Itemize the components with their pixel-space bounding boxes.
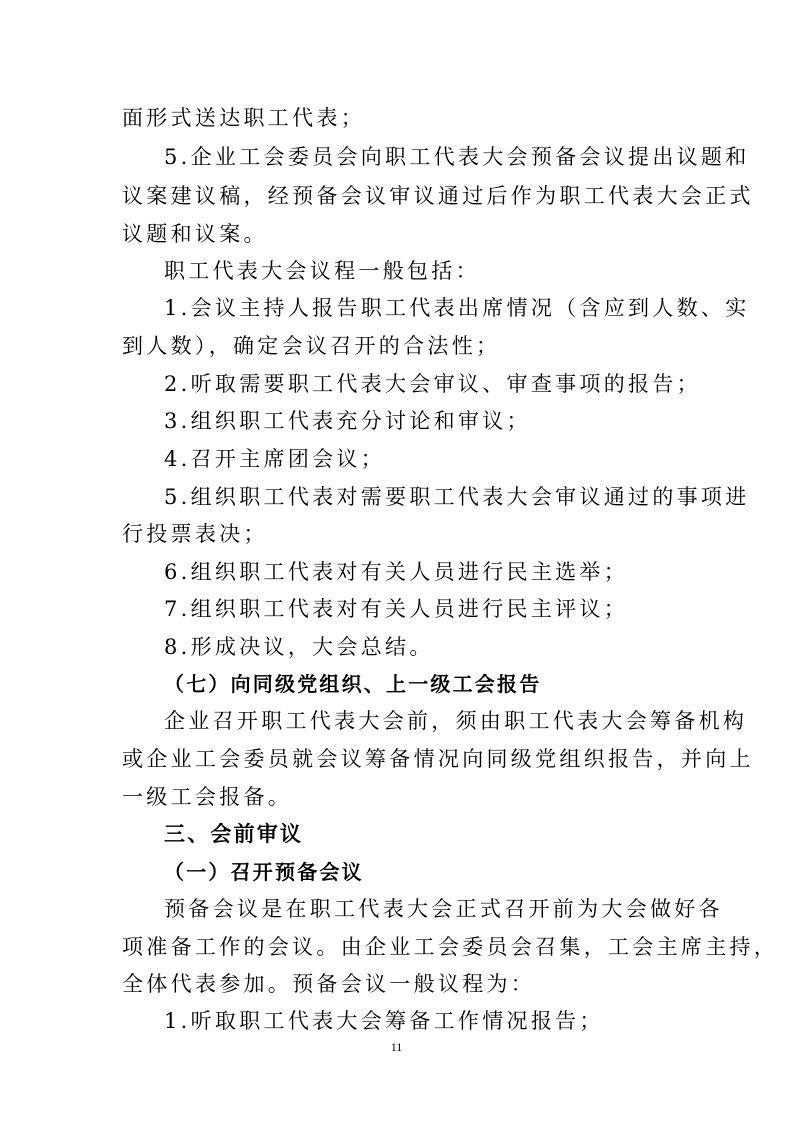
list-item: 2.听取需要职工代表大会审议、审查事项的报告； [164,372,701,396]
list-item: 8.形成决议，大会总结。 [164,635,434,659]
text-line: 议案建议稿，经预备会议审议通过后作为职工代表大会正式 [122,184,754,208]
paragraph-line: 企业召开职工代表大会前，须由职工代表大会筹备机构 [164,709,748,733]
paragraph-line: 职工代表大会议程一般包括： [164,259,480,283]
text-line: 或企业工会委员就会议筹备情况向同级党组织报告，并向上 [122,747,754,771]
section-heading: （七）向同级党组织、上一级工会报告 [164,672,542,696]
text-line: 面形式送达职工代表； [122,106,365,130]
subsection-heading: （一）召开预备会议 [164,860,364,884]
text-line: 一级工会报备。 [122,785,293,809]
list-item: 6.组织职工代表对有关人员进行民主选举； [164,560,629,584]
list-item: 5.企业工会委员会向职工代表大会预备会议提出议题和 [164,145,750,169]
list-item: 5.组织职工代表对需要职工代表大会审议通过的事项进 [164,485,750,509]
list-item: 3.组织职工代表充分讨论和审议； [164,409,531,433]
list-item: 7.组织职工代表对有关人员进行民主评议； [164,597,629,621]
list-item: 1.听取职工代表大会筹备工作情况报告； [164,1009,604,1033]
list-item: 4.召开主席团会议； [164,447,386,471]
list-item: 1.会议主持人报告职工代表出席情况（含应到人数、实 [164,296,750,320]
text-line: 议题和议案。 [122,222,268,246]
page-number: 11 [390,1040,403,1054]
text-line: 到人数），确定会议召开的合法性； [122,334,501,358]
text-line: 全体代表参加。预备会议一般议程为： [122,972,536,996]
chapter-heading: 三、会前审议 [164,822,304,846]
text-line: 行投票表决； [122,522,268,546]
paragraph-line: 预备会议是在职工代表大会正式召开前为大会做好各 [164,897,723,921]
text-line: 项准备工作的会议。由企业工会委员会召集，工会主席主持， [122,935,779,959]
